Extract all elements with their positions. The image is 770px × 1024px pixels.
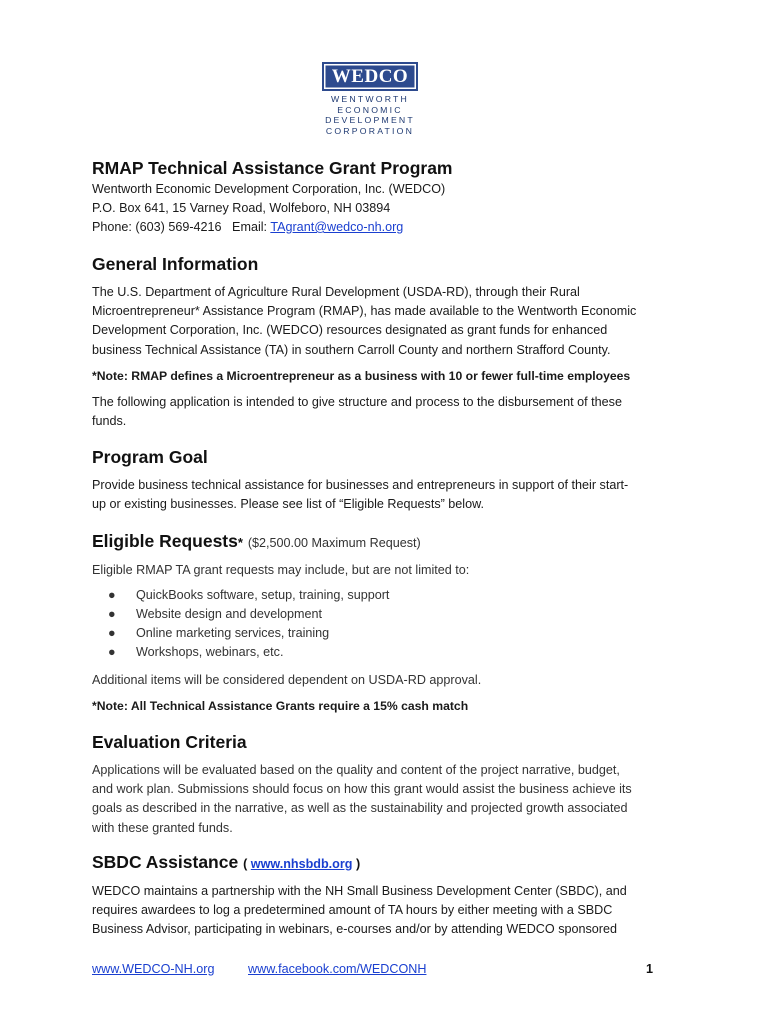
email-link[interactable]: TAgrant@wedco-nh.org <box>270 220 404 234</box>
header-contact <box>92 218 702 237</box>
microentrepreneur-note: *Note: RMAP defines a Microentrepreneur as a business with 10 or fewer full-time employees <box>92 369 631 383</box>
header-address: P.O. Box 641, 15 Varney Road, Wolfeboro, NH 03894 <box>92 201 391 215</box>
bullet-icon: ● <box>108 645 116 659</box>
general-line-1: The U.S. Department of Agriculture Rural Development (USDA-RD), through their Rural <box>92 285 580 299</box>
sbdc-paren-close: ) <box>352 857 361 871</box>
general-heading: General Information <box>92 254 259 274</box>
cash-match-note: *Note: All Technical Assistance Grants require a 15% cash match <box>92 699 469 713</box>
goal-heading: Program Goal <box>92 447 208 467</box>
eligible-heading: Eligible Requests <box>92 531 238 551</box>
sbdc-paren-open: ( <box>243 857 251 871</box>
general2-line-2: funds. <box>92 414 127 429</box>
list-item-text: QuickBooks software, setup, training, support <box>136 588 390 602</box>
goal-line-2: up or existing businesses. Please see list of “Eligible Requests” below. <box>92 497 485 512</box>
general-paragraph <box>92 283 702 360</box>
list-item <box>108 605 389 624</box>
bullet-icon: ● <box>108 626 116 640</box>
list-item <box>108 624 389 643</box>
general-line-2: Microentrepreneur* Assistance Program (RMAP), has made available to the Wentworth Economic <box>92 304 637 319</box>
logo-line-3: DEVELOPMENT <box>325 115 415 125</box>
sbdc-line-3: Business Advisor, participating in webinars, e-courses and/or by attending WEDCO sponsored <box>92 922 618 937</box>
evaluation-line-4: with these granted funds. <box>92 820 233 835</box>
sbdc-heading: SBDC Assistance <box>92 852 239 872</box>
evaluation-line-2: and work plan. Submissions should focus on how this grant would assist the business achieve its <box>92 782 632 797</box>
header-phone: Phone: (603) 569-4216 <box>92 220 222 234</box>
list-item-text: Workshops, webinars, etc. <box>136 645 284 659</box>
sbdc-link[interactable]: www.nhsbdb.org <box>250 857 353 871</box>
eligible-heading-row <box>92 531 421 552</box>
logo-line-1: WENTWORTH <box>330 94 410 104</box>
sbdc-heading-row <box>92 852 360 873</box>
eligible-additional: Additional items will be considered dependent on USDA-RD approval. <box>92 673 482 687</box>
sbdc-line-2: requires awardees to log a predetermined amount of TA hours by either meeting with a SBDC <box>92 903 613 918</box>
list-item-text: Website design and development <box>136 607 322 621</box>
list-item-text: Online marketing services, training <box>136 626 330 640</box>
header-email-label: Email: <box>232 220 268 234</box>
eligible-asterisk: * <box>237 535 243 550</box>
page-title: RMAP Technical Assistance Grant Program <box>92 158 453 178</box>
evaluation-heading: Evaluation Criteria <box>92 732 247 752</box>
goal-line-1: Provide business technical assistance for businesses and entrepreneurs in support of their start- <box>92 478 629 492</box>
list-item <box>108 586 389 605</box>
footer-facebook-link[interactable]: www.facebook.com/WEDCONH <box>248 962 427 976</box>
general-line-3: Development Corporation, Inc. (WEDCO) resources designated as grant funds for enhanced <box>92 323 608 338</box>
evaluation-line-1: Applications will be evaluated based on the quality and content of the project narrative, budget, <box>92 763 620 777</box>
footer-website-link[interactable]: www.WEDCO-NH.org <box>92 962 215 976</box>
header-org: Wentworth Economic Development Corporation, Inc. (WEDCO) <box>92 182 446 196</box>
bullet-icon: ● <box>108 607 116 621</box>
logo-line-4: CORPORATION <box>325 125 415 136</box>
goal-paragraph <box>92 476 702 514</box>
page-number: 1 <box>646 962 654 976</box>
eligible-max: ($2,500.00 Maximum Request) <box>247 536 421 550</box>
eligible-intro: Eligible RMAP TA grant requests may include, but are not limited to: <box>92 563 470 577</box>
logo-line-2: ECONOMIC <box>337 104 403 115</box>
general-paragraph-2 <box>92 393 702 431</box>
general-line-4: business Technical Assistance (TA) in southern Carroll County and northern Strafford County. <box>92 342 611 357</box>
sbdc-line-1: WEDCO maintains a partnership with the NH Small Business Development Center (SBDC), and <box>92 884 627 898</box>
general2-line-1: The following application is intended to give structure and process to the disbursement of these <box>92 395 622 409</box>
evaluation-line-3: goals as described in the narrative, as well as the sustainability and projected growth associated <box>92 801 628 816</box>
sbdc-link-wrap <box>243 857 360 871</box>
wedco-logo <box>322 62 418 136</box>
sbdc-paragraph <box>92 882 702 940</box>
eligible-list <box>108 586 389 662</box>
evaluation-paragraph <box>92 761 702 838</box>
list-item <box>108 643 389 662</box>
logo-badge: WEDCO <box>322 62 418 91</box>
bullet-icon: ● <box>108 588 116 602</box>
